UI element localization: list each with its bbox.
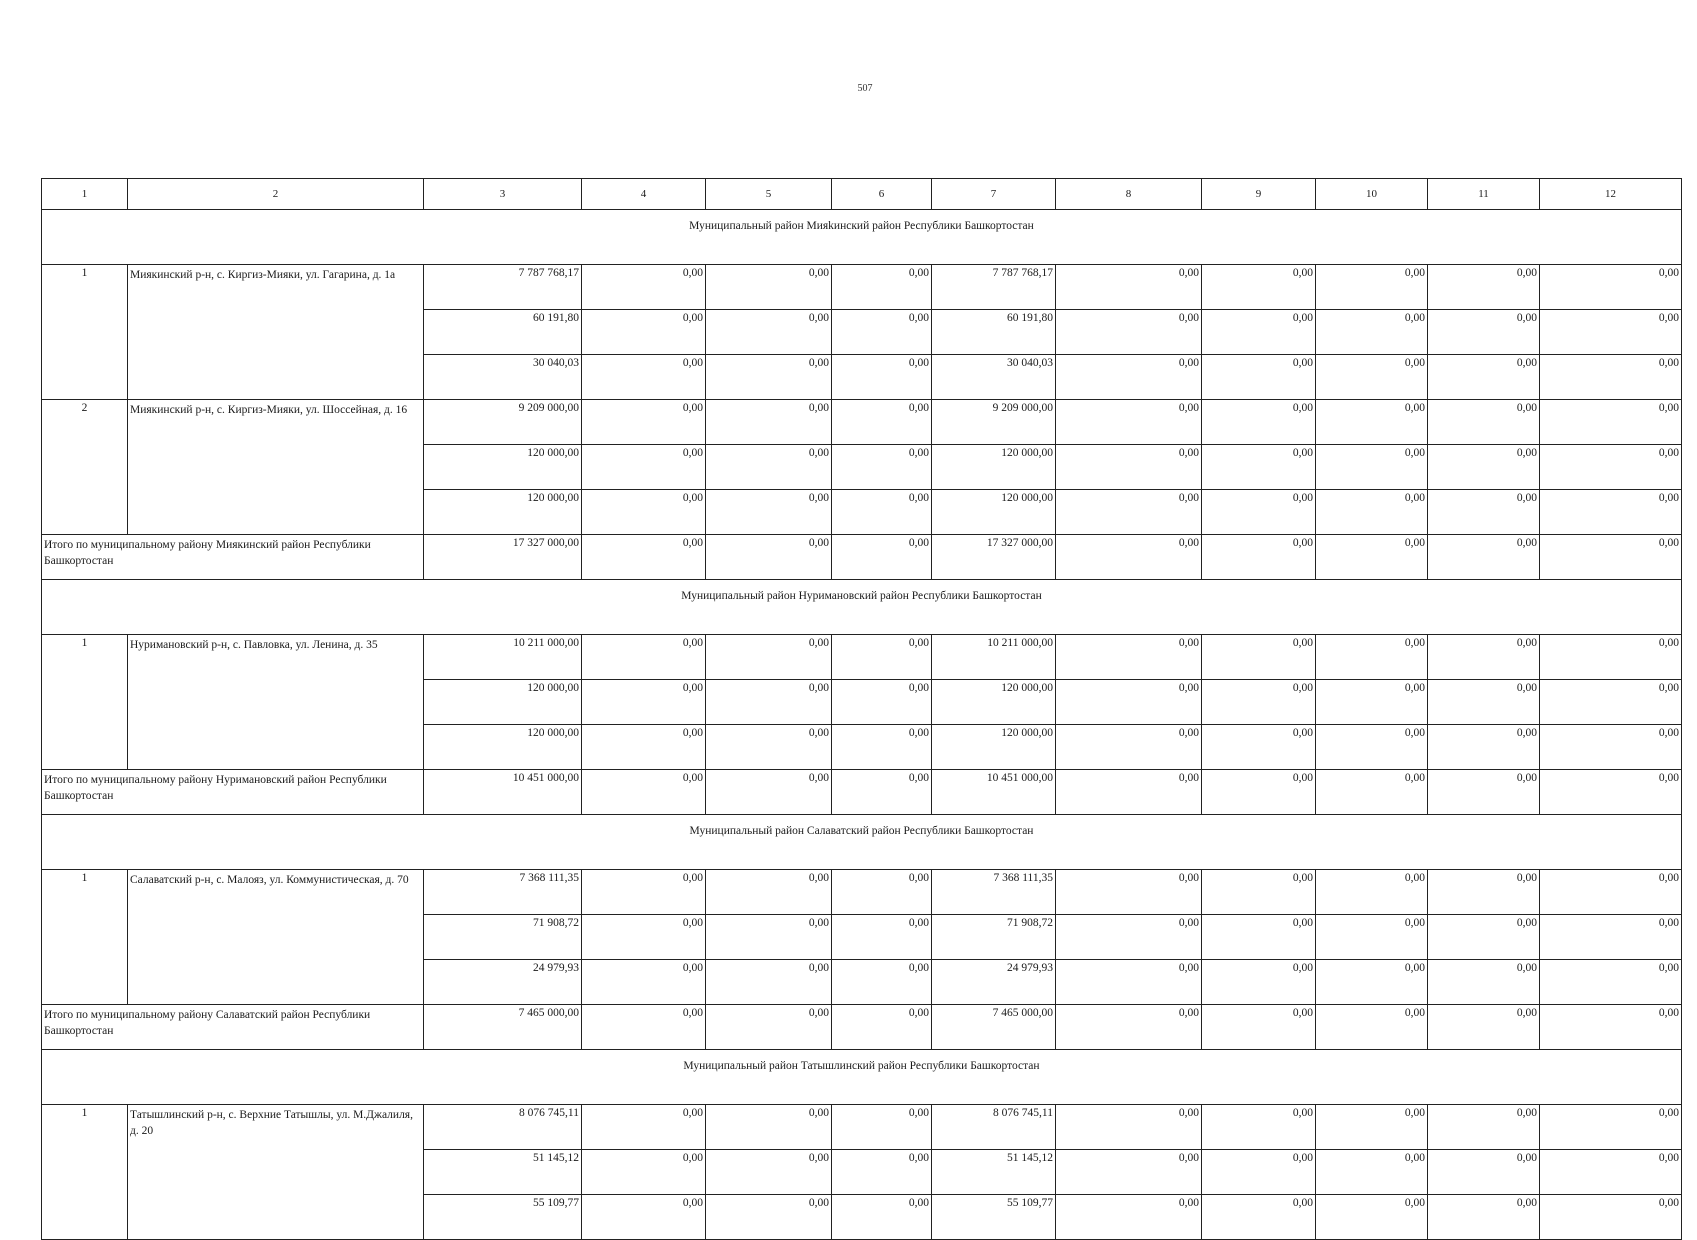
value-cell: 0,00 <box>1056 1195 1202 1240</box>
value-cell: 7 368 111,35 <box>424 870 582 915</box>
value-cell: 0,00 <box>1202 635 1316 680</box>
value-cell: 0,00 <box>582 310 706 355</box>
value-cell: 9 209 000,00 <box>424 400 582 445</box>
section-title: Муниципальный район Нуримановский район Республики Башкортостан <box>42 580 1682 635</box>
object-number: 1 <box>42 635 128 770</box>
value-cell: 0,00 <box>832 355 932 400</box>
total-value-cell: 0,00 <box>1540 1005 1682 1050</box>
value-cell: 120 000,00 <box>424 445 582 490</box>
value-cell: 0,00 <box>1428 680 1540 725</box>
value-cell: 0,00 <box>832 960 932 1005</box>
value-cell: 55 109,77 <box>424 1195 582 1240</box>
object-address: Миякинский р-н, с. Киргиз-Мияки, ул. Гагарина, д. 1а <box>128 265 424 400</box>
value-cell: 0,00 <box>832 870 932 915</box>
value-cell: 10 211 000,00 <box>424 635 582 680</box>
value-cell: 0,00 <box>582 960 706 1005</box>
value-cell: 0,00 <box>1428 265 1540 310</box>
value-cell: 0,00 <box>1056 680 1202 725</box>
value-cell: 0,00 <box>1056 1150 1202 1195</box>
value-cell: 0,00 <box>1540 265 1682 310</box>
total-value-cell: 0,00 <box>1428 1005 1540 1050</box>
value-cell: 0,00 <box>1316 1195 1428 1240</box>
total-value-cell: 0,00 <box>1202 535 1316 580</box>
table-row <box>42 635 1682 680</box>
value-cell: 0,00 <box>1316 1150 1428 1195</box>
page-number: 507 <box>857 83 873 94</box>
value-cell: 7 787 768,17 <box>932 265 1056 310</box>
value-cell: 0,00 <box>1056 490 1202 535</box>
value-cell: 0,00 <box>1428 445 1540 490</box>
value-cell: 0,00 <box>706 1195 832 1240</box>
value-cell: 0,00 <box>1428 1195 1540 1240</box>
value-cell: 0,00 <box>1056 870 1202 915</box>
value-cell: 0,00 <box>706 445 832 490</box>
value-cell: 0,00 <box>1316 1105 1428 1150</box>
value-cell: 0,00 <box>1202 310 1316 355</box>
value-cell: 0,00 <box>582 870 706 915</box>
column-number-row <box>42 179 1682 210</box>
table-row <box>42 1105 1682 1150</box>
value-cell: 120 000,00 <box>424 680 582 725</box>
value-cell: 0,00 <box>1056 355 1202 400</box>
budget-table <box>41 178 1682 1240</box>
value-cell: 0,00 <box>832 490 932 535</box>
value-cell: 0,00 <box>1540 1105 1682 1150</box>
total-value-cell: 0,00 <box>832 535 932 580</box>
value-cell: 0,00 <box>582 680 706 725</box>
value-cell: 8 076 745,11 <box>932 1105 1056 1150</box>
total-value-cell: 0,00 <box>1316 535 1428 580</box>
value-cell: 0,00 <box>1540 490 1682 535</box>
value-cell: 71 908,72 <box>424 915 582 960</box>
value-cell: 0,00 <box>1056 400 1202 445</box>
value-cell: 0,00 <box>582 355 706 400</box>
value-cell: 0,00 <box>1540 1195 1682 1240</box>
value-cell: 51 145,12 <box>424 1150 582 1195</box>
value-cell: 0,00 <box>582 915 706 960</box>
value-cell: 0,00 <box>582 445 706 490</box>
object-address: Татышлинский р-н, с. Верхние Татышлы, ул. М.Джалиля, д. 20 <box>128 1105 424 1240</box>
value-cell: 0,00 <box>582 490 706 535</box>
value-cell: 0,00 <box>706 310 832 355</box>
total-value-cell: 0,00 <box>1056 535 1202 580</box>
value-cell: 0,00 <box>1056 635 1202 680</box>
value-cell: 0,00 <box>1540 915 1682 960</box>
value-cell: 30 040,03 <box>932 355 1056 400</box>
total-label: Итого по муниципальному району Миякинский район Республики Башкортостан <box>42 535 424 580</box>
value-cell: 0,00 <box>706 1105 832 1150</box>
value-cell: 9 209 000,00 <box>932 400 1056 445</box>
value-cell: 0,00 <box>832 445 932 490</box>
value-cell: 0,00 <box>1540 310 1682 355</box>
total-value-cell: 0,00 <box>1540 770 1682 815</box>
section-header-row <box>42 815 1682 870</box>
total-value-cell: 0,00 <box>1540 535 1682 580</box>
value-cell: 120 000,00 <box>932 445 1056 490</box>
object-number: 1 <box>42 870 128 1005</box>
value-cell: 7 368 111,35 <box>932 870 1056 915</box>
value-cell: 0,00 <box>832 1195 932 1240</box>
object-number: 1 <box>42 1105 128 1240</box>
value-cell: 0,00 <box>706 870 832 915</box>
value-cell: 0,00 <box>1316 960 1428 1005</box>
value-cell: 0,00 <box>1056 725 1202 770</box>
value-cell: 120 000,00 <box>932 490 1056 535</box>
value-cell: 0,00 <box>582 1195 706 1240</box>
value-cell: 0,00 <box>1056 265 1202 310</box>
value-cell: 0,00 <box>1540 1150 1682 1195</box>
total-value-cell: 0,00 <box>1056 1005 1202 1050</box>
total-value-cell: 7 465 000,00 <box>932 1005 1056 1050</box>
value-cell: 0,00 <box>1540 445 1682 490</box>
value-cell: 0,00 <box>1540 870 1682 915</box>
value-cell: 0,00 <box>832 400 932 445</box>
value-cell: 0,00 <box>1540 680 1682 725</box>
section-header-row <box>42 1050 1682 1105</box>
total-row <box>42 1005 1682 1050</box>
value-cell: 0,00 <box>1540 355 1682 400</box>
total-value-cell: 10 451 000,00 <box>932 770 1056 815</box>
total-value-cell: 0,00 <box>582 535 706 580</box>
value-cell: 0,00 <box>1316 915 1428 960</box>
value-cell: 0,00 <box>1540 725 1682 770</box>
value-cell: 0,00 <box>832 1150 932 1195</box>
value-cell: 0,00 <box>1202 355 1316 400</box>
value-cell: 120 000,00 <box>424 490 582 535</box>
value-cell: 120 000,00 <box>424 725 582 770</box>
value-cell: 0,00 <box>582 265 706 310</box>
value-cell: 7 787 768,17 <box>424 265 582 310</box>
total-value-cell: 0,00 <box>706 770 832 815</box>
value-cell: 0,00 <box>1428 355 1540 400</box>
value-cell: 71 908,72 <box>932 915 1056 960</box>
total-value-cell: 0,00 <box>832 770 932 815</box>
total-value-cell: 0,00 <box>706 1005 832 1050</box>
value-cell: 0,00 <box>1202 1150 1316 1195</box>
value-cell: 0,00 <box>1428 490 1540 535</box>
value-cell: 0,00 <box>1202 1195 1316 1240</box>
total-value-cell: 0,00 <box>1428 535 1540 580</box>
value-cell: 0,00 <box>706 915 832 960</box>
value-cell: 0,00 <box>1202 680 1316 725</box>
table-body <box>42 179 1682 1240</box>
total-row <box>42 535 1682 580</box>
value-cell: 0,00 <box>706 680 832 725</box>
value-cell: 0,00 <box>832 680 932 725</box>
value-cell: 0,00 <box>832 915 932 960</box>
value-cell: 0,00 <box>1316 490 1428 535</box>
value-cell: 0,00 <box>1056 310 1202 355</box>
total-row <box>42 770 1682 815</box>
value-cell: 0,00 <box>1540 960 1682 1005</box>
value-cell: 0,00 <box>1428 960 1540 1005</box>
value-cell: 0,00 <box>1540 400 1682 445</box>
column-header: 9 <box>1202 179 1316 210</box>
value-cell: 0,00 <box>1316 310 1428 355</box>
value-cell: 0,00 <box>1202 400 1316 445</box>
section-title: Муниципальный район Салаватский район Республики Башкортостан <box>42 815 1682 870</box>
value-cell: 120 000,00 <box>932 725 1056 770</box>
value-cell: 0,00 <box>1316 265 1428 310</box>
object-number: 2 <box>42 400 128 535</box>
total-value-cell: 0,00 <box>1202 1005 1316 1050</box>
value-cell: 0,00 <box>582 725 706 770</box>
value-cell: 0,00 <box>706 400 832 445</box>
value-cell: 0,00 <box>582 635 706 680</box>
value-cell: 0,00 <box>706 355 832 400</box>
total-label: Итого по муниципальному району Нуримановский район Республики Башкортостан <box>42 770 424 815</box>
column-header: 4 <box>582 179 706 210</box>
section-header-row <box>42 580 1682 635</box>
value-cell: 0,00 <box>1428 400 1540 445</box>
total-value-cell: 0,00 <box>832 1005 932 1050</box>
value-cell: 0,00 <box>832 1105 932 1150</box>
value-cell: 0,00 <box>706 1150 832 1195</box>
value-cell: 0,00 <box>1316 445 1428 490</box>
value-cell: 0,00 <box>1316 635 1428 680</box>
value-cell: 0,00 <box>1428 1105 1540 1150</box>
value-cell: 0,00 <box>1316 870 1428 915</box>
value-cell: 0,00 <box>582 1105 706 1150</box>
column-header: 1 <box>42 179 128 210</box>
value-cell: 0,00 <box>706 490 832 535</box>
value-cell: 0,00 <box>706 635 832 680</box>
value-cell: 0,00 <box>832 265 932 310</box>
total-value-cell: 17 327 000,00 <box>932 535 1056 580</box>
value-cell: 10 211 000,00 <box>932 635 1056 680</box>
value-cell: 24 979,93 <box>424 960 582 1005</box>
section-header-row <box>42 210 1682 265</box>
value-cell: 120 000,00 <box>932 680 1056 725</box>
value-cell: 0,00 <box>1428 635 1540 680</box>
value-cell: 0,00 <box>1202 870 1316 915</box>
value-cell: 30 040,03 <box>424 355 582 400</box>
table-row <box>42 265 1682 310</box>
value-cell: 0,00 <box>1202 915 1316 960</box>
total-value-cell: 0,00 <box>706 535 832 580</box>
total-value-cell: 10 451 000,00 <box>424 770 582 815</box>
total-value-cell: 0,00 <box>1056 770 1202 815</box>
value-cell: 0,00 <box>582 1150 706 1195</box>
value-cell: 0,00 <box>1316 680 1428 725</box>
table-row <box>42 400 1682 445</box>
column-header: 7 <box>932 179 1056 210</box>
value-cell: 0,00 <box>706 960 832 1005</box>
value-cell: 0,00 <box>1428 310 1540 355</box>
column-header: 10 <box>1316 179 1428 210</box>
value-cell: 24 979,93 <box>932 960 1056 1005</box>
value-cell: 0,00 <box>706 265 832 310</box>
value-cell: 0,00 <box>832 725 932 770</box>
value-cell: 0,00 <box>1202 725 1316 770</box>
column-header: 12 <box>1540 179 1682 210</box>
object-number: 1 <box>42 265 128 400</box>
total-value-cell: 0,00 <box>1202 770 1316 815</box>
value-cell: 0,00 <box>1428 1150 1540 1195</box>
value-cell: 0,00 <box>1428 915 1540 960</box>
value-cell: 0,00 <box>1202 1105 1316 1150</box>
section-title: Муниципальный район Татышлинский район Республики Башкортостан <box>42 1050 1682 1105</box>
value-cell: 0,00 <box>832 310 932 355</box>
value-cell: 0,00 <box>1056 960 1202 1005</box>
object-address: Нуримановский р-н, с. Павловка, ул. Ленина, д. 35 <box>128 635 424 770</box>
value-cell: 0,00 <box>1202 445 1316 490</box>
total-value-cell: 7 465 000,00 <box>424 1005 582 1050</box>
object-address: Миякинский р-н, с. Киргиз-Мияки, ул. Шоссейная, д. 16 <box>128 400 424 535</box>
total-label: Итого по муниципальному району Салаватский район Республики Башкортостан <box>42 1005 424 1050</box>
value-cell: 0,00 <box>1428 870 1540 915</box>
total-value-cell: 0,00 <box>1316 1005 1428 1050</box>
column-header: 11 <box>1428 179 1540 210</box>
column-header: 2 <box>128 179 424 210</box>
value-cell: 55 109,77 <box>932 1195 1056 1240</box>
total-value-cell: 17 327 000,00 <box>424 535 582 580</box>
value-cell: 60 191,80 <box>424 310 582 355</box>
value-cell: 0,00 <box>1540 635 1682 680</box>
column-header: 6 <box>832 179 932 210</box>
value-cell: 0,00 <box>832 635 932 680</box>
value-cell: 0,00 <box>1202 960 1316 1005</box>
value-cell: 0,00 <box>1316 355 1428 400</box>
value-cell: 0,00 <box>1202 265 1316 310</box>
column-header: 5 <box>706 179 832 210</box>
section-title: Муниципальный район Мияkинский район Республики Башкортостан <box>42 210 1682 265</box>
value-cell: 60 191,80 <box>932 310 1056 355</box>
object-address: Салаватский р-н, с. Малояз, ул. Коммунистическая, д. 70 <box>128 870 424 1005</box>
total-value-cell: 0,00 <box>1428 770 1540 815</box>
value-cell: 0,00 <box>582 400 706 445</box>
value-cell: 0,00 <box>1202 490 1316 535</box>
column-header: 3 <box>424 179 582 210</box>
value-cell: 8 076 745,11 <box>424 1105 582 1150</box>
total-value-cell: 0,00 <box>582 1005 706 1050</box>
table-row <box>42 870 1682 915</box>
value-cell: 0,00 <box>1316 400 1428 445</box>
value-cell: 0,00 <box>706 725 832 770</box>
value-cell: 0,00 <box>1316 725 1428 770</box>
value-cell: 0,00 <box>1056 1105 1202 1150</box>
value-cell: 51 145,12 <box>932 1150 1056 1195</box>
total-value-cell: 0,00 <box>582 770 706 815</box>
total-value-cell: 0,00 <box>1316 770 1428 815</box>
column-header: 8 <box>1056 179 1202 210</box>
value-cell: 0,00 <box>1056 915 1202 960</box>
value-cell: 0,00 <box>1428 725 1540 770</box>
value-cell: 0,00 <box>1056 445 1202 490</box>
